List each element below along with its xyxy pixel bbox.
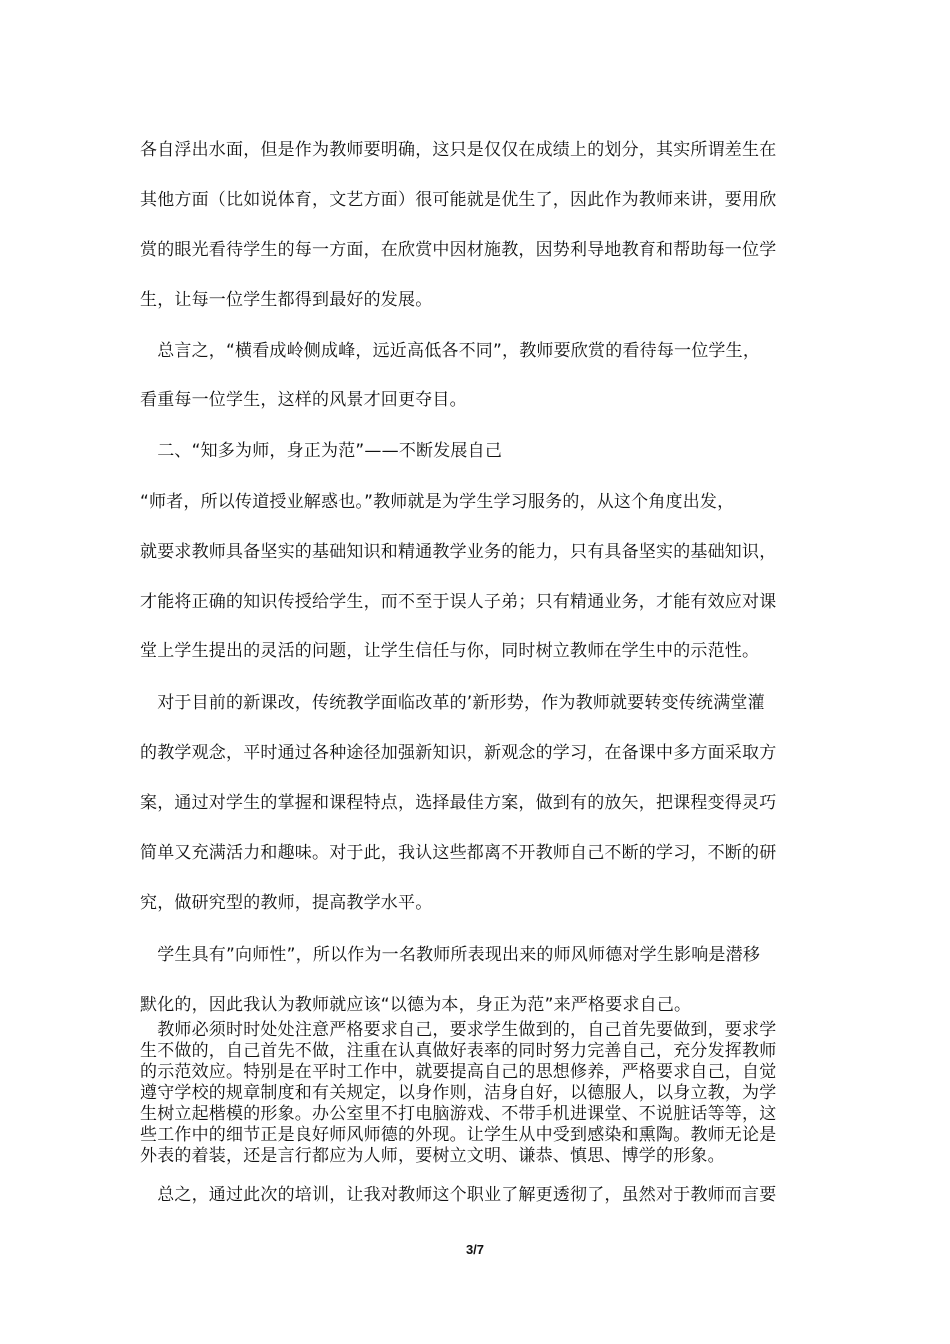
text-line: 些工作中的细节正是良好师风师德的外现。让学生从中受到感染和熏陶。教师无论是 <box>140 1125 777 1145</box>
text-line: 生不做的，自己首先不做，注重在认真做好表率的同时努力完善自己，充分发挥教师 <box>140 1041 777 1061</box>
text-line: 默化的，因此我认为教师就应该“以德为本，身正为范”来严格要求自己。 <box>140 995 692 1015</box>
section-heading: 二、“知多为师，身正为范”——不断发展自己 <box>140 441 503 461</box>
text-line: 生，让每一位学生都得到最好的发展。 <box>140 290 433 310</box>
text-line: 生树立起楷模的形象。办公室里不打电脑游戏、不带手机进课堂、不说脏话等等，这 <box>140 1104 777 1124</box>
text-line: 学生具有”向师性”，所以作为一名教师所表现出来的师风师德对学生影响是潜移 <box>140 945 761 965</box>
text-line: 教师必须时时处处注意严格要求自己，要求学生做到的，自己首先要做到，要求学 <box>140 1020 777 1040</box>
text-line: 赏的眼光看待学生的每一方面，在欣赏中因材施教，因势利导地教育和帮助每一位学 <box>140 240 777 260</box>
text-line: 看重每一位学生，这样的风景才回更夺目。 <box>140 390 467 410</box>
text-line: 简单又充满活力和趣味。对于此，我认这些都离不开教师自己不断的学习，不断的研 <box>140 843 777 863</box>
text-line: 堂上学生提出的灵活的问题，让学生信任与你，同时树立教师在学生中的示范性。 <box>140 641 760 661</box>
text-line: 究，做研究型的教师，提高教学水平。 <box>140 893 433 913</box>
text-line: 才能将正确的知识传授给学生，而不至于误人子弟；只有精通业务，才能有效应对课 <box>140 592 777 612</box>
page-number: 3/7 <box>465 1242 485 1257</box>
text-line: 的教学观念，平时通过各种途径加强新知识，新观念的学习，在备课中多方面采取方 <box>140 743 777 763</box>
text-line: 外表的着装，还是言行都应为人师，要树立文明、谦恭、慎思、博学的形象。 <box>140 1146 725 1166</box>
text-line: 总之，通过此次的培训，让我对教师这个职业了解更透彻了，虽然对于教师而言要 <box>140 1185 777 1205</box>
text-line: 案，通过对学生的掌握和课程特点，选择最佳方案，做到有的放矢，把课程变得灵巧 <box>140 793 777 813</box>
text-line: 其他方面（比如说体育，文艺方面）很可能就是优生了，因此作为教师来讲，要用欣 <box>140 190 777 210</box>
text-line: 遵守学校的规章制度和有关规定，以身作则，洁身自好，以德服人，以身立教，为学 <box>140 1083 777 1103</box>
text-line: 各自浮出水面，但是作为教师要明确，这只是仅仅在成绩上的划分，其实所谓差生在 <box>140 140 777 160</box>
dense-paragraph <box>140 1020 818 1167</box>
text-line: 对于目前的新课改，传统教学面临改革的’新形势，作为教师就要转变传统满堂灌 <box>140 693 765 713</box>
text-line: 的示范效应。特别是在平时工作中，就要提高自己的思想修养，严格要求自己，自觉 <box>140 1062 777 1082</box>
text-line: “师者，所以传道授业解惑也。”教师就是为学生学习服务的，从这个角度出发， <box>140 492 735 512</box>
text-line: 就要求教师具备坚实的基础知识和精通教学业务的能力，只有具备坚实的基础知识， <box>140 542 777 562</box>
text-line: 总言之，“横看成岭侧成峰，远近高低各不同”，教师要欣赏的看待每一位学生， <box>140 341 761 361</box>
